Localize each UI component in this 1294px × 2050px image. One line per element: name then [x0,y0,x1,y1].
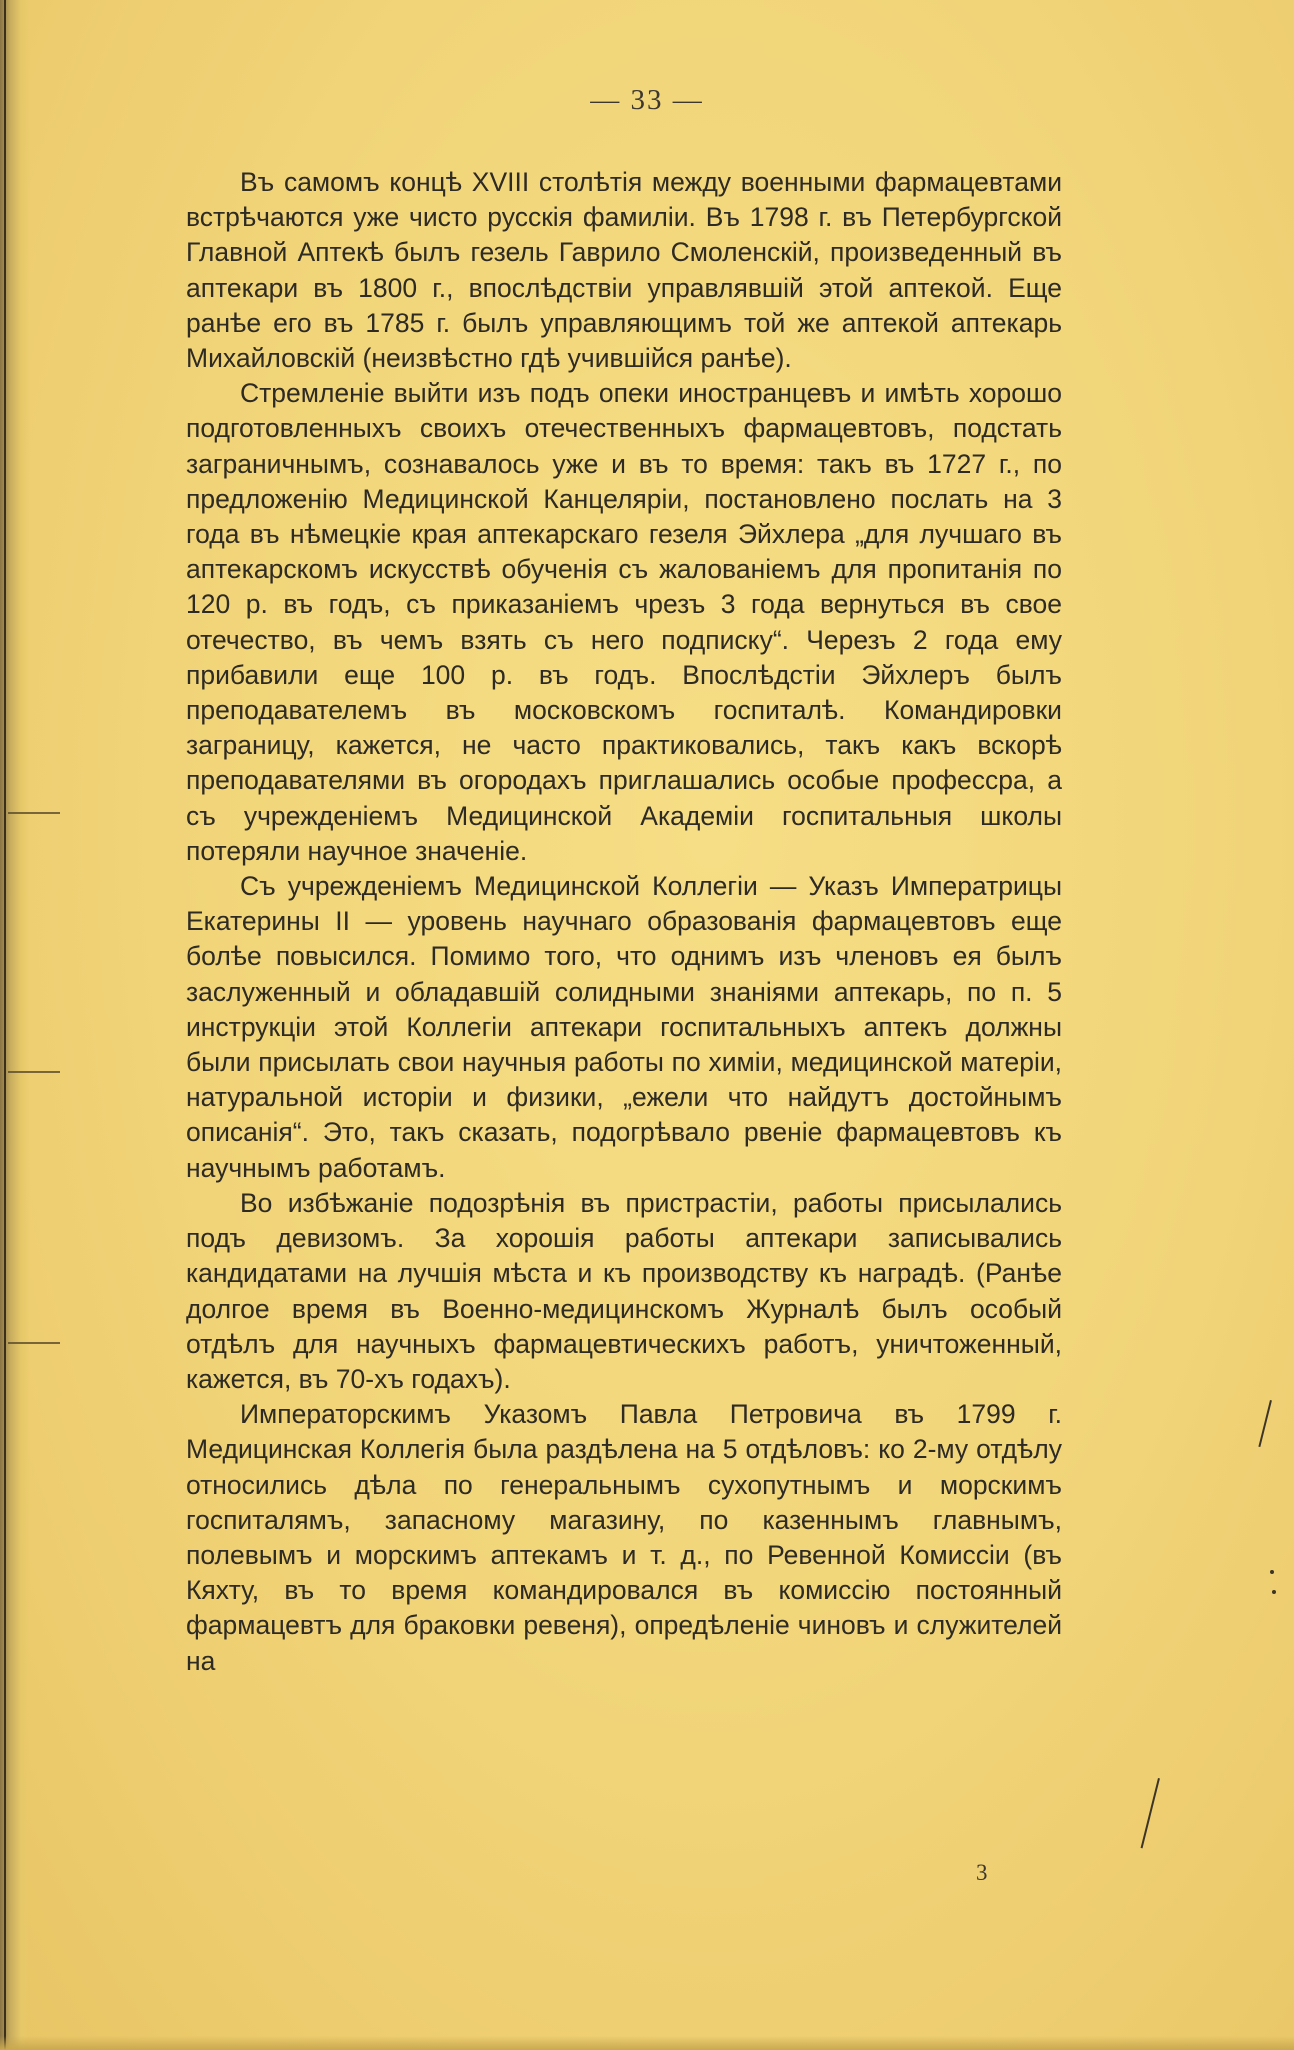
binding-stitch [8,1342,60,1344]
page-header-number: — 33 — [590,84,704,116]
margin-pencil-mark [1258,1400,1272,1447]
signature-mark: 3 [976,1860,988,1885]
paragraph: Стремленіе выйти изъ подъ опеки иностранцевъ и имѣть хорошо подготовленныхъ своихъ отечественныхъ фармацевтовъ, подстать заграничнымъ, сознавалось уже и въ то время: такъ въ 1727 г., по предложенію Медицинской Канцеляріи, постановлено послать на 3 года въ нѣмецкіе края аптекарскаго гезеля Эйхлера „для лучшаго въ аптекарскомъ искусствѣ обученія съ жалованіемъ для пропитанія по 120 р. въ годъ, съ приказаніемъ чрезъ 3 года вернуться въ свое отечество, въ чемъ взять съ него подписку“. Черезъ 2 года ему прибавили еще 100 р. въ годъ. Впослѣдстіи Эйхлеръ былъ преподавателемъ въ московскомъ госпиталѣ. Командировки заграницу, кажется, не часто практиковались, такъ какъ вскорѣ преподавателями въ огородахъ приглашались особые профессра, а съ учрежденіемъ Медицинской Академіи госпитальныя школы потеряли научное значеніе. [186,378,1062,866]
paragraph: Въ самомъ концѣ XVIII столѣтія между военными фармацевтами встрѣчаются уже чисто русскія фамиліи. Въ 1798 г. въ Петербургской Главной Аптекѣ былъ гезель Гаврило Смоленскій, произведенный въ аптекари въ 1800 г., впослѣдствіи управлявшій этой аптекой. Еще ранѣе его въ 1785 г. былъ управляющимъ той же аптекой аптекарь Михайловскій (неизвѣстно гдѣ учившійся ранѣе). [186,167,1062,374]
binding-stitch [8,1071,60,1073]
paragraph: Во избѣжаніе подозрѣнія въ пристрастіи, работы присылались подъ девизомъ. За хорошія работы аптекари записывались кандидатами на лучшія мѣста и къ производству къ наградѣ. (Ранѣе долгое время въ Военно-медицинскомъ Журналѣ былъ особый отдѣлъ для научныхъ фармацевтическихъ работъ, уничтоженный, кажется, въ 70-хъ годахъ). [186,1187,1062,1394]
page-binding [0,0,30,2050]
binding-stitch [8,812,60,814]
paper-speck [1270,1570,1274,1574]
paragraph: Императорскимъ Указомъ Павла Петровича въ 1799 г. Медицинская Коллегія была раздѣлена на 5 отдѣловъ: ко 2-му отдѣлу относились дѣла по генеральнымъ сухопутнымъ и морскимъ госпиталямъ, запасному магазину, по казеннымъ главнымъ, полевымъ и морскимъ аптекамъ и т. д., по Ревенной Комиссіи (въ Кяхту, въ то время командировался въ комиссію постоянный фармацевтъ для браковки ревеня), опредѣленіе чиновъ и служителей на [186,1399,1062,1676]
paper-speck [1272,1590,1276,1594]
body-text [186,165,1062,1679]
paragraph: Съ учрежденіемъ Медицинской Коллегіи — Указъ Императрицы Екатерины II — уровень научнаго образованія фармацевтовъ еще болѣе повысился. Помимо того, что однимъ изъ членовъ ея былъ заслуженный и обладавшій солидными знаніями аптекарь, по п. 5 инструкціи этой Коллегіи аптекари госпитальныхъ аптекъ должны были присылать свои научныя работы по химіи, медицинской матеріи, натуральной исторіи и физики, „ежели что найдутъ достойнымъ описанія“. Это, такъ сказать, подогрѣвало рвеніе фармацевтовъ къ научнымъ работамъ. [186,871,1062,1183]
margin-pencil-mark [1141,1778,1160,1848]
binding-thread [4,0,6,2050]
page-bottom-edge [0,2036,1294,2050]
